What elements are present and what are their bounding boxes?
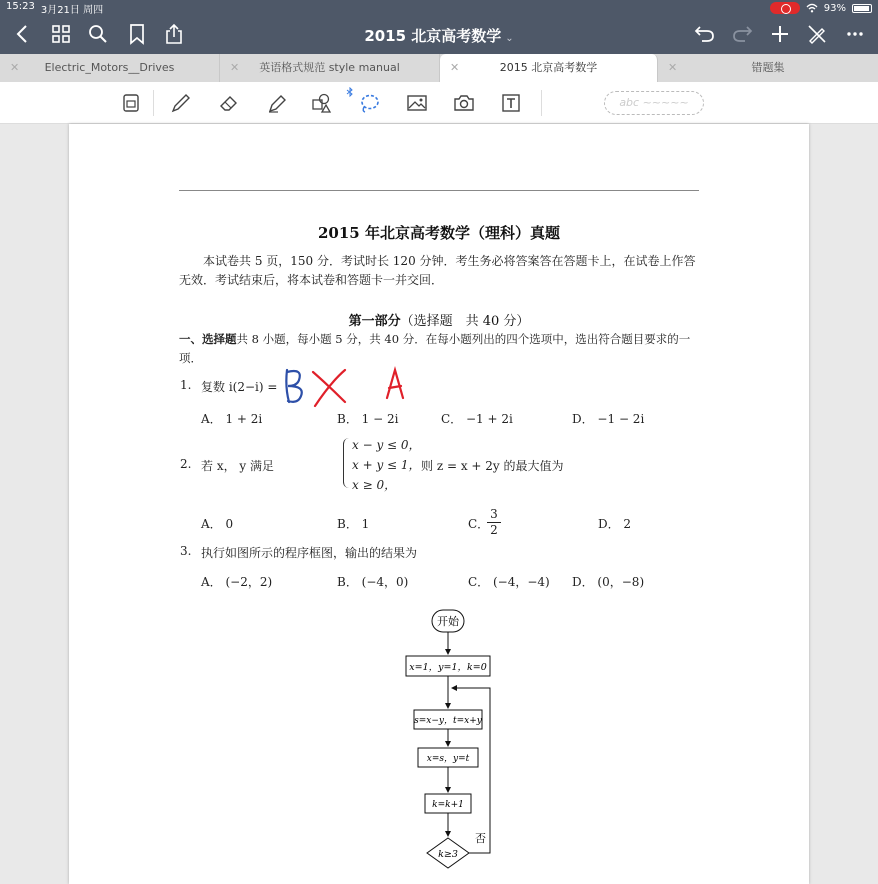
toolbar-divider <box>541 90 542 116</box>
q1-stem: 复数 i(2−i) = <box>201 380 278 394</box>
close-icon[interactable]: ✕ <box>10 61 20 74</box>
q2-brace <box>343 438 351 488</box>
paper-title: 2015 年北京高考数学（理科）真题 <box>318 224 560 242</box>
q3-option-a: A． (−2，2) <box>201 575 273 589</box>
tab-label: 英语格式规范 style manual <box>259 61 400 74</box>
q1-option-c: C． −1 + 2i <box>441 412 513 426</box>
flow-step1-text: s=x−y，t=x+y <box>414 716 482 726</box>
q2-stem-a: 若 x， y 满足 <box>201 459 274 473</box>
tab-style-manual[interactable] <box>220 54 440 82</box>
camera-icon[interactable] <box>453 92 475 114</box>
q2-option-c: C． <box>468 517 490 531</box>
q1-option-a: A． 1 + 2i <box>201 412 263 426</box>
tab-electric-motors[interactable] <box>0 54 220 82</box>
ink-cross-mark <box>313 370 345 406</box>
section-sub: （选择题 共 40 分） <box>400 314 530 329</box>
flow-init-text: x=1，y=1，k=0 <box>409 662 487 673</box>
tab-beijing-math[interactable] <box>440 54 658 82</box>
q1-option-b: B． 1 − 2i <box>337 412 399 426</box>
screen-record-icon <box>770 2 800 14</box>
q2-option-d: D． 2 <box>598 517 632 531</box>
tab-bar <box>0 54 878 82</box>
q3-option-c: C． (−4，−4) <box>468 575 550 589</box>
q2-condition-3: x ≥ 0， <box>352 478 397 492</box>
q1-option-d: D． −1 − 2i <box>572 412 645 426</box>
eraser-icon[interactable] <box>218 92 240 114</box>
tab-mistakes[interactable] <box>658 54 878 82</box>
section-heading <box>179 310 699 329</box>
close-icon[interactable]: ✕ <box>230 61 240 74</box>
undo-icon[interactable] <box>694 23 716 45</box>
flow-step3-text: k=k+1 <box>432 800 464 810</box>
program-flowchart <box>369 602 529 872</box>
q2-stem-b: 则 z = x + 2y 的最大值为 <box>421 459 564 473</box>
toolbar-divider <box>153 90 154 116</box>
q2-option-b: B． 1 <box>337 517 370 531</box>
fraction-denominator: 2 <box>490 523 498 537</box>
q2-option-a: A． 0 <box>201 517 234 531</box>
status-time: 15:23 <box>6 0 35 12</box>
q2-condition-2: x + y ≤ 1， <box>352 458 421 472</box>
title-bar <box>0 16 878 54</box>
pen-icon[interactable] <box>170 92 192 114</box>
q3-option-d: D． (0，−8) <box>572 575 645 589</box>
doc-title-text: 2015 北京高考数学 <box>364 27 502 45</box>
flow-start-text: 开始 <box>437 615 459 628</box>
header-rule <box>179 190 699 191</box>
close-icon[interactable]: ✕ <box>450 61 460 74</box>
flow-step2-text: x=s，y=t <box>426 754 470 764</box>
flow-decision-text: k≥3 <box>438 849 458 860</box>
q2-condition-1: x − y ≤ 0， <box>352 438 421 452</box>
status-date: 3月21日 周四 <box>40 4 104 16</box>
highlighter-icon[interactable] <box>266 92 288 114</box>
paper-intro: 本试卷共 5 页，150 分．考试时长 120 分钟．考生务必将答案答在答题卡上，在试卷上作答无效．考试结束后，将本试卷和答题卡一并交回． <box>179 254 696 287</box>
close-icon[interactable]: ✕ <box>668 61 678 74</box>
chevron-down-icon: ⌄ <box>505 33 514 44</box>
fraction-numerator: 3 <box>487 507 501 523</box>
document-page[interactable] <box>69 124 809 884</box>
q3-stem: 执行如图所示的程序框图，输出的结果为 <box>201 546 418 560</box>
zoom-window-icon[interactable] <box>120 92 142 114</box>
question-section-head: 一、选择题 <box>179 332 237 346</box>
question-section-text: 共 8 小题，每小题 5 分，共 40 分．在每小题列出的四个选项中，选出符合题目要求的一项． <box>179 332 691 365</box>
tab-label: Electric_Motors__Drives <box>44 61 175 74</box>
section-title: 第一部分 <box>348 314 401 329</box>
battery-percent: 93% <box>823 2 846 14</box>
more-icon[interactable] <box>844 23 866 45</box>
q3-option-b: B． (−4，0) <box>337 575 409 589</box>
ink-letter-a <box>387 370 403 398</box>
q2-option-c-fraction <box>487 507 501 538</box>
q3-number: 3. <box>180 544 192 558</box>
image-icon[interactable] <box>406 92 428 114</box>
q1-number: 1. <box>180 378 192 392</box>
question-section-instructions <box>179 330 699 368</box>
status-bar <box>0 0 878 16</box>
annotation-toolbar <box>0 82 878 124</box>
tab-label: 2015 北京高考数学 <box>499 61 598 74</box>
wifi-icon <box>806 3 818 13</box>
no-edit-icon[interactable] <box>806 23 828 45</box>
text-box-icon[interactable] <box>500 92 522 114</box>
handwriting-hint[interactable]: abc ~~~~~ <box>604 91 704 115</box>
q2-number: 2. <box>180 457 192 471</box>
lasso-icon[interactable] <box>358 92 380 114</box>
redo-icon[interactable] <box>731 23 753 45</box>
bluetooth-icon <box>346 87 354 97</box>
tab-label: 错题集 <box>751 61 785 74</box>
flow-no-label: 否 <box>475 832 486 845</box>
add-icon[interactable] <box>769 23 791 45</box>
ink-letter-b <box>286 370 301 402</box>
handwritten-annotation[interactable] <box>279 362 419 412</box>
shapes-icon[interactable] <box>310 92 332 114</box>
battery-icon <box>852 4 872 13</box>
